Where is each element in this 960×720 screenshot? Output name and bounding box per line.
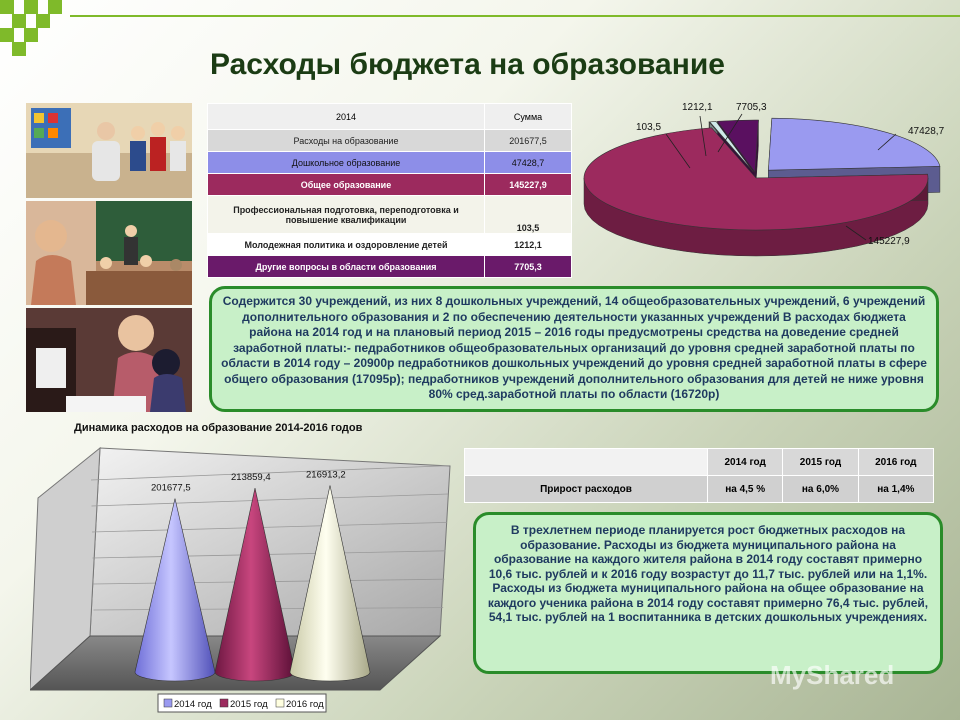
table-row: [208, 234, 572, 256]
row-label: Расходы на образование: [208, 130, 485, 152]
legend-label: 2014 год: [174, 699, 212, 710]
chart-legend: [158, 694, 326, 712]
info-box-spending-per-capita: В трехлетнем периоде планируется рост бюджетных расходов на образование. Расходы из бюджета муниципального района на образование на каждого жителя района в 2014 году составят примерно 10,6 тыс. рублей и к 2016 году возрастут до 11,7 тыс. рублей или на 1,1%. Расходы из бюджета муниципального района на общее образование на каждого ученика района в 2014 году составят примерно 76,4 тыс. рублей, 54,1 тыс. рублей на 1 воспитанника в детских дошкольных учреждениях.: [473, 512, 943, 674]
corner-square: [48, 0, 62, 14]
pie-value-label: 145227,9: [868, 236, 910, 247]
cone-value-label: 213859,4: [231, 472, 271, 484]
row-value: 47428,7: [485, 152, 572, 174]
legend-label: 2016 год: [286, 699, 324, 710]
table-row: [208, 196, 572, 234]
dynamics-chart-title: Динамика расходов на образование 2014-2016 годов: [74, 422, 363, 434]
row-label: Дошкольное образование: [208, 152, 485, 174]
photo-kindergarten: [26, 103, 192, 198]
growth-row-label: Прирост расходов: [465, 476, 708, 503]
photo-piano-lesson: [26, 308, 192, 412]
legend-swatch: [164, 699, 172, 707]
corner-square: [36, 14, 50, 28]
corner-square: [0, 28, 14, 42]
legend-swatch: [220, 699, 228, 707]
page-title: Расходы бюджета на образование: [210, 48, 725, 81]
growth-year: 2016 год: [858, 449, 933, 476]
legend-label: 2015 год: [230, 699, 268, 710]
corner-square: [24, 28, 38, 42]
table-row: [208, 152, 572, 174]
row-label: Молодежная политика и оздоровление детей: [208, 234, 485, 256]
row-value: 201677,5: [485, 130, 572, 152]
watermark: MyShared: [770, 660, 895, 690]
row-value: 145227,9: [485, 174, 572, 196]
row-label: Другие вопросы в области образования: [208, 256, 485, 278]
photo-classroom: [26, 201, 192, 305]
budget-table-header-year: 2014: [208, 104, 485, 130]
table-row: [465, 476, 934, 503]
growth-year: 2014 год: [708, 449, 783, 476]
row-label: Общее образование: [208, 174, 485, 196]
growth-value: на 4,5 %: [708, 476, 783, 503]
pie-value-label: 7705,3: [736, 102, 767, 113]
cone-value-label: 216913,2: [306, 469, 346, 481]
growth-table: [464, 448, 934, 503]
cone-chart: [30, 440, 460, 718]
corner-square: [12, 42, 26, 56]
row-value: 1212,1: [485, 234, 572, 256]
pie-value-label: 47428,7: [908, 126, 945, 137]
table-row: [208, 174, 572, 196]
corner-square: [12, 14, 26, 28]
growth-year: 2015 год: [783, 449, 858, 476]
growth-value: на 6,0%: [783, 476, 858, 503]
budget-table: [207, 103, 572, 278]
corner-square: [24, 0, 38, 14]
table-row: [208, 130, 572, 152]
corner-square: [0, 0, 14, 14]
pie-value-label: 103,5: [636, 122, 662, 133]
row-value: 7705,3: [485, 256, 572, 278]
row-label: Профессиональная подготовка, переподготовка и повышение квалификации: [208, 196, 485, 234]
growth-table-corner: [465, 449, 708, 476]
table-row: [208, 256, 572, 278]
pie-chart: [578, 96, 960, 276]
legend-swatch: [276, 699, 284, 707]
header-line: [70, 15, 960, 17]
row-value: 103,5: [485, 196, 572, 234]
cone-value-label: 201677,5: [151, 482, 191, 494]
pie-value-label: 1212,1: [682, 102, 713, 113]
growth-value: на 1,4%: [858, 476, 933, 503]
budget-table-header-sum: Сумма: [485, 104, 572, 130]
info-box-institutions: Содержится 30 учреждений, из них 8 дошкольных учреждений, 14 общеобразовательных учреждений, 6 учреждений дополнительного образования и 2 по обеспечению деятельности указанных учреждений В расходах бюджета района на 2014 год и на плановый период 2015 – 2016 годы предусмотрены средства на доведение средней заработной платы:- педработников общеобразовательных организаций до уровня средней заработной платы по области в 2014 году – 20900р педработников дошкольных учреждений до уровня средней заработной платы в сфере общего образования (17095р); педработников учреждений дополнительного образования для детей не ниже уровня 80% сред.заработной платы по области (16720р): [209, 286, 939, 412]
